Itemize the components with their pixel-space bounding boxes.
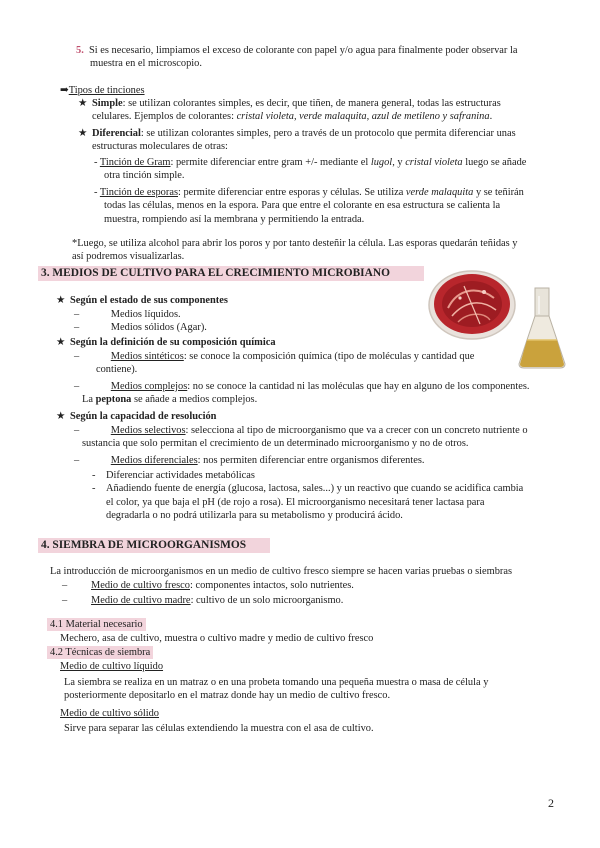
section-4-intro: La introducción de microorganismos en un medio de cultivo fresco siempre se hacen varias pruebas o siembras [50,566,513,577]
gram-y: , y [392,157,406,168]
fuente-text-3: degradarla o no podrá utilizarla para su metabolismo y producirá ácido. [106,510,403,522]
simple-text-1: : se utilizan colorantes simples, es decir, que tiñen, de manera general, todas las estructuras [122,98,501,109]
solido-text: Sirve para separar las células extendiendo la muestra con el asa de cultivo. [64,723,374,734]
diferenciales-sublist: - Diferenciar actividades metabólicas - Añadiendo fuente de energía (glucosa, lactosa, sales...) y un reactivo que cuando se acidifica cambia el color, ya que baja el pH (de rojo a rosa). El microorganismo necesitará tener lactasa para degradarla o no podrá utilizarla para su metabolismo y producirá ácido. [92,469,560,523]
esporas-label: Tinción de esporas [99,187,178,198]
tincion-simple [78,97,562,124]
tincion-gram: - Tinción de Gram: permite diferenciar entre gram +/- mediante el lugol, y cristal violeta luego se añade otra tinción simple. [94,156,562,183]
diferencial-text-2: estructuras moleculares de otras: [92,141,228,153]
liquido-heading: Medio de cultivo líquido [60,661,164,672]
diferencial-label: Diferencial [92,128,141,139]
gram-label: Tinción de Gram [99,157,171,168]
star-icon: ★ [78,128,88,139]
estado-heading [56,294,228,307]
solidos-text: Medios sólidos (Agar). [110,322,207,334]
star-icon: ★ [56,337,66,348]
fresco-label: Medio de cultivo fresco [91,580,190,591]
fuente-text-1: Añadiendo fuente de energía (glucosa, lactosa, sales...) y un reactivo que cuando se acidifica cambia [106,483,524,495]
madre-label: Medio de cultivo madre [91,595,191,607]
complejos-text: : no se conoce la cantidad ni las moléculas que hay en alguno de los componentes. [187,381,530,392]
liquidos-text: Medios líquidos. [110,309,181,320]
arrow-icon: ➡ [60,85,69,96]
selectivos-item: – Medios selectivos: selecciona al tipo de microorganismo que va a crecer con un concreto nutriente o sustancia que solo permitan el crecimiento de un determinado microorganismo y no de otros. [74,424,564,451]
diferenciales-label: Medios diferenciales [110,455,198,466]
star-icon: ★ [56,295,66,306]
quimica-heading-text: Según la definición de su composición química [70,337,276,348]
tinciones-heading [60,84,145,97]
step-number: 5. [76,45,84,56]
liquido-text-1: La siembra se realiza en un matraz o en una probeta tomando una pequeña muestra o masa de célula y [64,677,489,688]
gram-text-1: : permite diferenciar entre gram +/- mediante el [170,157,371,168]
peptona-pre: La [82,394,96,406]
liquido-text [64,676,560,703]
gram-cristal: cristal violeta [405,157,463,168]
star-icon: ★ [78,98,88,109]
gram-text-3: otra tinción simple. [104,170,185,182]
material-heading: 4.1 Material necesario [47,618,146,631]
esporas-text-3: todas las células, menos en la espora. Para que entre el colorante en esa estructura se calienta la [104,200,501,212]
diferenciales-item: – Medios diferenciales: nos permiten diferenciar entre organismos diferentes. [74,455,425,466]
sinteticos-item: – Medios sintéticos: se conoce la composición química (tipo de moléculas y cantidad que contiene). [74,350,504,377]
estado-heading-text: Según el estado de sus componentes [70,295,228,306]
solido-heading: Medio de cultivo sólido [60,708,159,719]
list-item: – Medios líquidos. – Medios sólidos (Agar). [74,309,207,334]
simple-label: Simple [92,98,123,109]
fresco-text: : componentes intactos, solo nutrientes. [189,580,354,591]
siembra-types: – Medio de cultivo fresco: componentes intactos, solo nutrientes. – Medio de cultivo madre: cultivo de un solo microorganismo. [62,580,354,607]
tinciones-heading-text: Tipos de tinciones [68,85,145,96]
step-5 [76,44,562,71]
sinteticos-text-2: contiene). [96,364,138,376]
sinteticos-label: Medios sintéticos [110,351,184,362]
esporas-text-4: muestra, rompiendo así la membrana y permitiendo la entrada. [104,213,365,225]
sinteticos-text-1: : se conoce la composición química (tipo de moléculas y cantidad que [183,351,475,362]
section-4-title: 4. SIEMBRA DE MICROORGANISMOS [38,538,270,553]
diferencial-text-1: : se utilizan colorantes simples, pero a través de un protocolo que permita diferenciar unas [140,128,516,139]
simple-examples: cristal violeta, verde malaquita, azul de metileno y safranina [236,111,490,123]
step-5-text-2: muestra en el microscopio. [90,58,202,70]
esporas-text-2: y se teñirán [473,187,524,198]
star-icon: ★ [56,411,66,422]
gram-lugol: lugol [370,157,393,168]
page-number: 2 [548,796,554,810]
selectivos-text-2: sustancia que solo permitan el crecimiento de un determinado microorganismo y no de otros. [82,438,469,450]
tecnicas-heading: 4.2 Técnicas de siembra [47,646,153,659]
tincion-esporas: - Tinción de esporas: permite diferenciar entre esporas y células. Se utiliza verde malaquita y se teñirán todas las células, menos en la espora. Para que entre el colorante en esa estructura se calienta la muestra, rompiendo así la membrana y permitiendo la entrada. [94,186,562,226]
tincion-diferencial [78,127,562,154]
section-3-title: 3. MEDIOS DE CULTIVO PARA EL CRECIMIENTO MICROBIANO [38,266,424,281]
simple-end: . [489,111,493,123]
step-5-text-1: Si es necesario, limpiamos el exceso de colorante con papel y/o agua para finalmente poder observar la [89,45,518,56]
flask-image [516,286,568,370]
note-line-2: así podremos visualizarlas. [72,251,185,263]
peptona-word: peptona [95,394,132,406]
gram-text-2: luego se añade [462,157,527,168]
esporas-text-1: : permite diferenciar entre esporas y células. Se utiliza [178,187,406,198]
material-text: Mechero, asa de cultivo, muestra o cultivo madre y medio de cultivo fresco [60,633,374,644]
complejos-item: – Medios complejos: no se conoce la cantidad ni las moléculas que hay en alguno de los componentes. La peptona se añade a medios complejos. [74,381,530,406]
quimica-heading [56,336,276,349]
metabolicas-text: Diferenciar actividades metabólicas [106,470,255,481]
peptona-post: se añade a medios complejos. [131,394,258,406]
petri-dish-image [428,268,516,340]
selectivos-text-1: : selecciona al tipo de microorganismo que va a crecer con un concreto nutriente o [185,425,528,436]
selectivos-label: Medios selectivos [110,425,186,436]
complejos-label: Medios complejos [110,381,188,392]
note-alcohol [72,237,562,264]
simple-text-2: celulares. Ejemplos de colorantes: [92,111,237,123]
note-line-1: *Luego, se utiliza alcohol para abrir los poros y por tanto desteñir la célula. Las esporas quedarán teñidas y [72,238,518,249]
esporas-verde: verde malaquita [405,187,474,198]
madre-text: : cultivo de un solo microorganismo. [190,595,344,607]
resolucion-heading-text: Según la capacidad de resolución [70,411,217,422]
liquido-text-2: posteriormente depositarlo en el matraz donde hay un medio de cultivo fresco. [64,690,391,702]
fuente-text-2: el color, ya que baja el pH (de rojo a rosa). El microorganismo necesitará tener lactasa para [106,496,485,508]
resolucion-heading [56,410,216,423]
diferenciales-text: : nos permiten diferenciar entre organismos diferentes. [197,455,425,466]
